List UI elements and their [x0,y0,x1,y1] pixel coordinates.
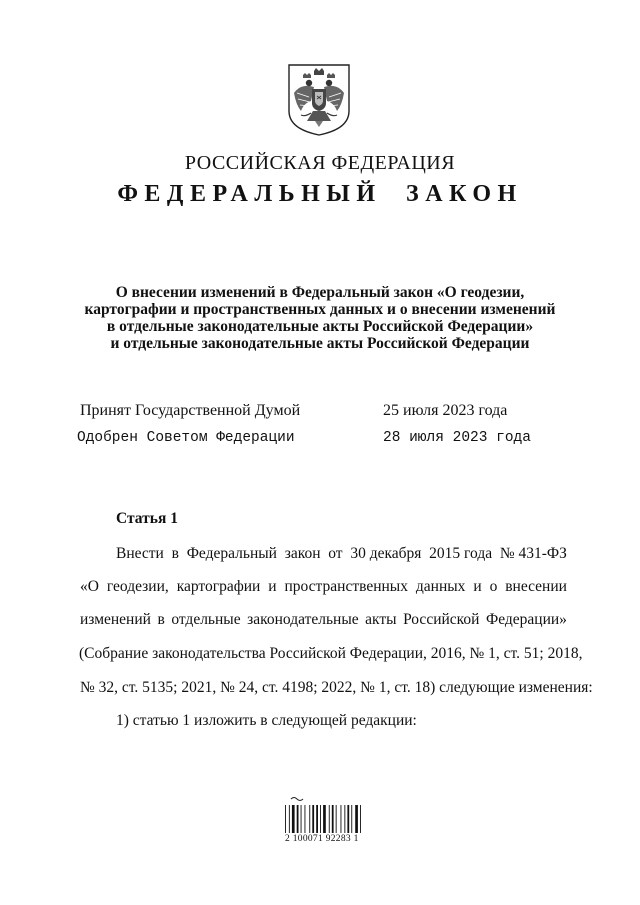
word: № 431-ФЗ [499,545,567,562]
word: законодательные [247,611,359,628]
word: пространственных [284,578,408,595]
title-line: О внесении изменений в Федеральный закон «О геодезии, [115,284,525,301]
title-line: и отдельные законодательные акты Российской Федерации [110,335,530,352]
council-approval-date: 28 июля 2023 года [383,430,531,446]
word: Внести [116,545,164,562]
coat-of-arms-emblem [287,63,351,137]
word: Федерации» [485,611,567,628]
duma-adoption-date: 25 июля 2023 года [383,402,508,419]
word: «О [80,578,99,595]
title-line: в отдельные законодательные акты Российской Федерации» [106,318,534,335]
duma-adoption-label: Принят Государственной Думой [80,402,301,419]
word: внесении [505,578,567,595]
article-line [80,611,567,629]
word: Федеральный [186,545,277,562]
word: акты [365,611,397,628]
word: картографии [176,578,261,595]
word: данных [415,578,466,595]
word: отдельные [171,611,241,628]
article-item: 1) статью 1 изложить в следующей редакции: [116,712,417,729]
title-line: картографии и пространственных данных и о внесении изменений [84,301,556,318]
word: Российской [403,611,480,628]
word: и [473,578,482,595]
word: от [328,545,343,562]
article-line: (Собрание законодательства Российской Федерации, 2016, № 1, ст. 51; 2018, [79,645,583,662]
word: геодезии, [106,578,169,595]
article-line [80,578,567,596]
document-type: ФЕДЕРАЛЬНЫЙ ЗАКОН [117,181,523,207]
word: 30 декабря [350,545,422,562]
article-heading: Статья 1 [116,510,178,527]
word: о [489,578,498,595]
article-line [116,545,567,563]
word: закон [284,545,321,562]
word: в [171,545,179,562]
law-title [60,284,580,352]
word: изменений [80,611,151,628]
country-name: РОССИЙСКАЯ ФЕДЕРАЦИЯ [184,152,456,174]
article-line: № 32, ст. 5135; 2021, № 24, ст. 4198; 2022, № 1, ст. 18) следующие изменения: [80,679,593,696]
word: в [157,611,165,628]
word: и [268,578,277,595]
barcode-number: 2 100071 92283 1 [285,834,359,844]
word: 2015 года [429,545,493,562]
council-approval-label: Одобрен Советом Федерации [77,430,295,446]
